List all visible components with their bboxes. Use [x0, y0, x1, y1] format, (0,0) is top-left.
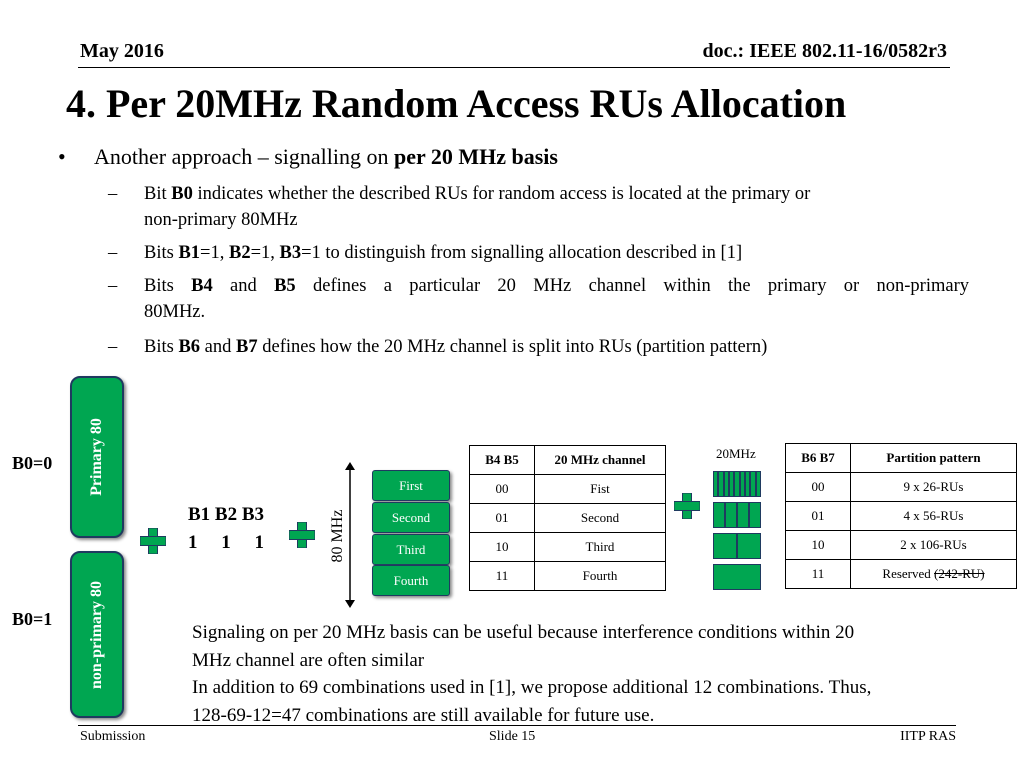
slide-title: 4. Per 20MHz Random Access RUs Allocation [66, 81, 847, 126]
ru-segment [756, 471, 761, 497]
b123-values: 1 1 1 [188, 532, 264, 553]
table-row: 10 Third [470, 533, 666, 562]
ru-segment [725, 502, 737, 528]
footer-submission: Submission [80, 729, 146, 744]
table-row: 00 Fist [470, 475, 666, 504]
table-row: B4 B5 20 MHz channel [470, 446, 666, 475]
bullet-main-text: Another approach – signalling on [94, 144, 394, 169]
partition-table [785, 443, 1017, 589]
nonprimary-80-block: non-primary 80 [70, 551, 124, 718]
bullet-main-bold: per 20 MHz basis [394, 144, 558, 169]
footer-rule [78, 725, 956, 726]
ru-segment [713, 564, 761, 590]
channel-chip-fourth: Fourth [372, 565, 450, 596]
label-20mhz: 20MHz [716, 446, 756, 461]
channel-chip-first: First [372, 470, 450, 501]
b0-0-label: B0=0 [12, 453, 53, 473]
table-row: 01 Second [470, 504, 666, 533]
header-doc: doc.: IEEE 802.11-16/0582r3 [702, 40, 947, 62]
subbullet-b123: – Bits B1=1, B2=1, B3=1 to distinguish from signalling allocation described in [1] [108, 243, 743, 263]
partition-pictograms [713, 471, 763, 589]
plus-icon [674, 493, 700, 519]
table-row: B6 B7 Partition pattern [786, 444, 1017, 473]
subbullet-b45: – Bits B4 and B5 defines a particular 20 MHz channel within the primary or non-primary 80MHz. [108, 276, 969, 322]
header-rule [78, 67, 950, 68]
channel-table [469, 445, 666, 591]
b123-label: B1 B2 B3 [188, 504, 265, 525]
plus-icon [140, 528, 166, 554]
table-row: 11 Reserved (242-RU) [786, 560, 1017, 589]
channel-chip-third: Third [372, 534, 450, 565]
ru-segment [737, 502, 749, 528]
note-text: Signaling on per 20 MHz basis can be useful because interference conditions within 20 MHz channel are often similar In addition to 69 combinations used in [1], we propose additional 12 combinations. Thus, 128-69-12=47 combinations are still available for future use. [192, 622, 872, 726]
ru-segment [737, 533, 761, 559]
ru-segment [713, 502, 725, 528]
ru-segment [713, 533, 737, 559]
ru-segment [749, 502, 761, 528]
plus-icon [289, 522, 315, 548]
table-row: 00 9 x 26-RUs [786, 473, 1017, 502]
bullet-dot: • [58, 144, 66, 169]
subbullet-b67: – Bits B6 and B7 defines how the 20 MHz channel is split into RUs (partition pattern) [108, 337, 768, 357]
table-row: 01 4 x 56-RUs [786, 502, 1017, 531]
table-row: 11 Fourth [470, 562, 666, 591]
footer-slide-number: Slide 15 [489, 729, 536, 744]
footer-org: IITP RAS [900, 729, 956, 744]
subbullet-b0: – Bit B0 indicates whether the described RUs for random access is located at the primary or non-primary 80MHz [108, 184, 811, 230]
header-date: May 2016 [80, 40, 164, 62]
b0-1-label: B0=1 [12, 609, 53, 629]
table-row: 10 2 x 106-RUs [786, 531, 1017, 560]
bullet-main [94, 144, 558, 170]
channel-chip-second: Second [372, 502, 450, 533]
primary-80-block: Primary 80 [70, 376, 124, 538]
label-80mhz: 80 MHz [329, 509, 346, 563]
